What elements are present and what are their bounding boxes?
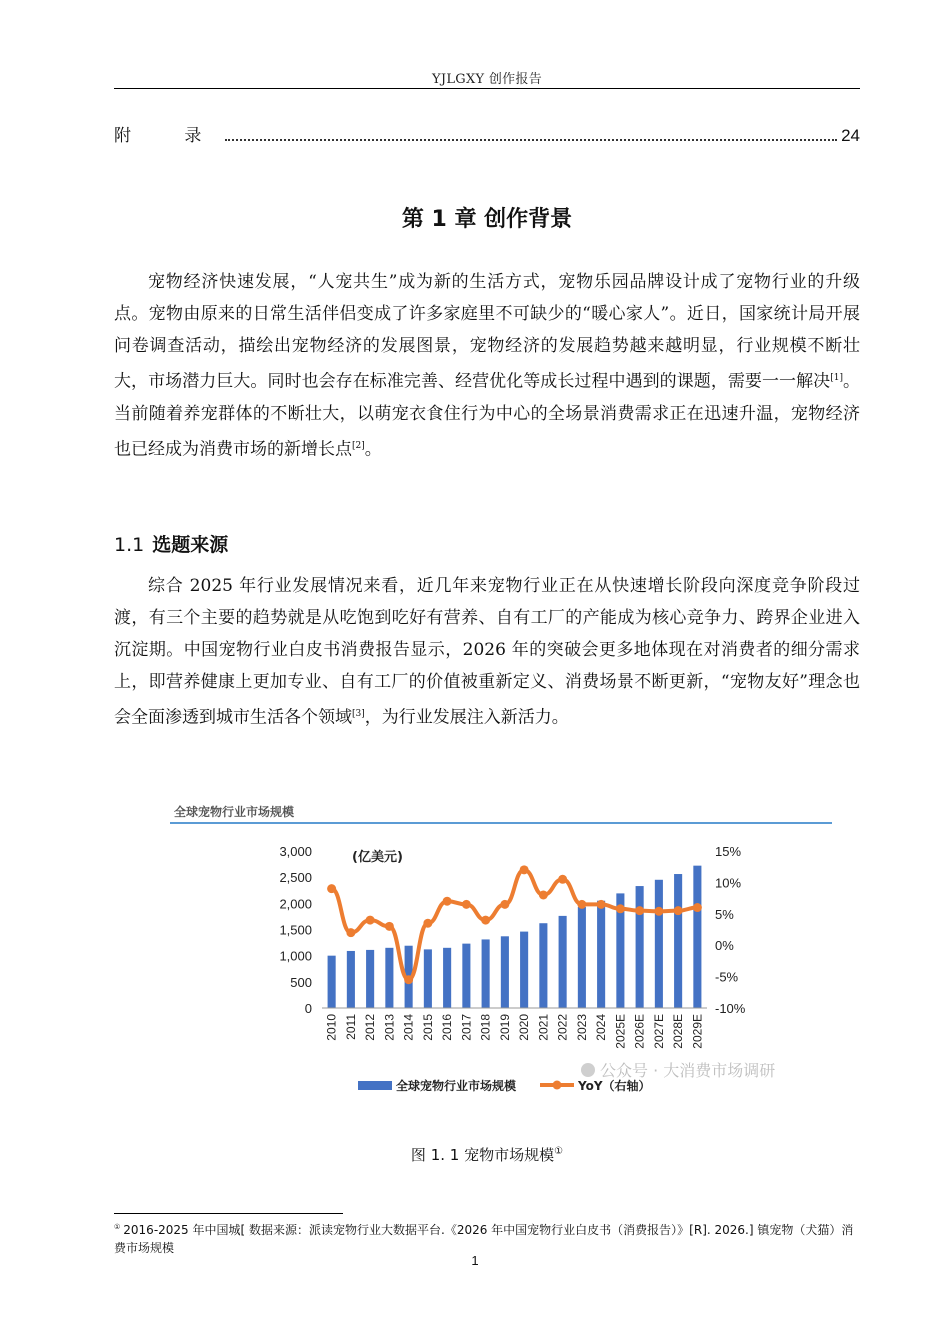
category-label-2029E: 2029E — [690, 1014, 705, 1049]
category-label-2010: 2010 — [324, 1014, 339, 1041]
category-label-2014: 2014 — [401, 1014, 416, 1041]
footnote-rule — [114, 1213, 343, 1214]
bar-2029E — [693, 866, 701, 1008]
category-label-2013: 2013 — [382, 1014, 397, 1041]
yoy-point-2020 — [520, 865, 529, 874]
left-axis-tick-label: 1,500 — [279, 922, 312, 938]
right-axis-tick-label: 15% — [715, 844, 742, 859]
bar-2028E — [674, 874, 682, 1008]
category-label-2021: 2021 — [536, 1014, 551, 1041]
watermark-text: 公众号 · 大消费市场调研 — [600, 1061, 776, 1080]
category-label-2011: 2011 — [343, 1014, 358, 1040]
bar-2027E — [655, 880, 663, 1008]
chapter-title: 第 1 章 创作背景 — [401, 207, 573, 232]
bar-2010 — [328, 956, 336, 1008]
left-axis-tick-label: 2,000 — [279, 896, 312, 912]
yoy-point-2024 — [597, 900, 606, 909]
category-label-2026E: 2026E — [632, 1014, 647, 1049]
bar-2018 — [482, 939, 490, 1008]
left-axis-tick-label: 1,000 — [279, 948, 312, 964]
unit-label: (亿美元) — [352, 850, 403, 865]
yoy-point-2019 — [500, 900, 509, 909]
left-axis-tick-label: 3,000 — [279, 844, 312, 859]
footnote — [114, 1218, 860, 1257]
section-number: 1.1 — [114, 534, 145, 556]
category-label-2028E: 2028E — [671, 1014, 686, 1049]
yoy-point-2011 — [346, 928, 355, 937]
watermark-icon — [581, 1063, 595, 1077]
bar-2022 — [559, 916, 567, 1008]
left-axis-tick-label: 2,500 — [279, 870, 312, 886]
paragraph-text: 。 — [364, 439, 382, 460]
bar-2015 — [424, 949, 432, 1008]
citation-2[interactable]: [2] — [352, 440, 365, 451]
header-rule — [114, 88, 860, 89]
page-number: 1 — [471, 1253, 479, 1268]
section-heading — [114, 530, 228, 557]
category-label-2025E: 2025E — [613, 1014, 628, 1049]
toc-leader-dots — [225, 138, 837, 141]
yoy-point-2027E — [654, 907, 663, 916]
legend-bar-label: 全球宠物行业市场规模 — [396, 1079, 517, 1093]
category-label-2015: 2015 — [420, 1014, 435, 1041]
category-label-2027E: 2027E — [651, 1014, 666, 1049]
category-label-2012: 2012 — [363, 1014, 378, 1041]
bar-2026E — [636, 886, 644, 1008]
bar-2024 — [597, 901, 605, 1008]
category-label-2018: 2018 — [478, 1014, 493, 1041]
right-axis-tick-label: 0% — [715, 938, 734, 954]
bar-2020 — [520, 932, 528, 1008]
yoy-point-2026E — [635, 906, 644, 915]
citation-1[interactable]: [1] — [830, 373, 843, 383]
category-label-2019: 2019 — [497, 1014, 512, 1041]
paragraph-text: 综合 2025 年行业发展情况来看，近几年来宠物行业正在从快速增长阶段向深度竞争阶段过渡，有三个主要的趋势就是从吃饱到吃好有营养、自有工厂的产能成为核心竞争力、跨界企业进入沉淀期。中国宠物行业白皮书消费报告显示，2026 年的突破会更多地体现在对消费者的细分需求上，即营养健康上更加专业、自有工厂的价值被重新定义、消费场景不断更新，“宠物友好”理念也会全面渗透到城市生活各个领域 — [114, 576, 860, 728]
bar-2023 — [578, 907, 586, 1008]
footnote-marker[interactable]: ① — [554, 1146, 564, 1157]
toc-entry-appendix[interactable] — [114, 121, 860, 145]
paragraph-text: 。当前随着养宠群体的不断壮大，以萌宠衣食住行为中心的全场景消费需求正在迅速升温，宠物经济也已经成为消费市场的新增长点 — [114, 371, 861, 460]
category-label-2024: 2024 — [594, 1014, 609, 1041]
bar-2017 — [462, 944, 470, 1008]
yoy-point-2013 — [385, 922, 394, 931]
paragraph-text: 宠物经济快速发展，“人宠共生”成为新的生活方式，宠物乐园品牌设计成了宠物行业的升级点。宠物由原来的日常生活伴侣变成了许多家庭里不可缺少的“暖心家人”。近日，国家统计局开展问卷调查活动，描绘出宠物经济的发展图景，宠物经济的发展趋势越来越明显，行业规模不断壮大，市场潜力巨大。同时也会存在标准完善、经营优化等成长过程中遇到的课题，需要一一解决 — [114, 272, 860, 392]
category-label-2023: 2023 — [574, 1014, 589, 1041]
bar-2016 — [443, 948, 451, 1008]
right-axis-tick-label: 5% — [715, 906, 734, 922]
bar-2013 — [385, 948, 393, 1008]
citation-3[interactable]: [3] — [352, 709, 365, 719]
caption-text: 图 1. 1 宠物市场规模 — [410, 1146, 555, 1164]
category-label-2020: 2020 — [517, 1014, 532, 1041]
yoy-point-2010 — [327, 884, 336, 893]
footnote-text: 2016-2025 年中国城[ 数据来源：派读宠物行业大数据平台.《2026 年中国宠物行业白皮书（消费报告）》[R]. 2026.] 镇宠物（犬猫）消费市场规模 — [114, 1223, 854, 1255]
running-header: YJLGXY 创作报告 — [431, 72, 543, 87]
paragraph-text: ，为行业发展注入新活力。 — [364, 707, 569, 728]
yoy-point-2023 — [577, 900, 586, 909]
yoy-point-2014 — [404, 975, 413, 984]
paragraph-topic-source — [114, 570, 860, 734]
legend-line-label: YoY（右轴） — [578, 1079, 651, 1093]
legend-bar-swatch — [358, 1081, 392, 1090]
left-axis-tick-label: 0 — [304, 1001, 312, 1016]
figure-caption — [114, 1144, 860, 1165]
yoy-point-2012 — [366, 916, 375, 925]
category-label-2017: 2017 — [459, 1014, 474, 1041]
category-label-2022: 2022 — [555, 1014, 570, 1041]
yoy-point-2021 — [539, 890, 548, 899]
chart-title: 全球宠物行业市场规模 — [174, 805, 295, 819]
yoy-point-2022 — [558, 875, 567, 884]
section-title: 选题来源 — [152, 534, 229, 556]
right-axis-tick-label: -10% — [715, 1001, 746, 1016]
right-axis-tick-label: -5% — [715, 969, 739, 985]
toc-label: 附 录 — [114, 126, 226, 146]
yoy-point-2029E — [693, 903, 702, 912]
footnote-mark: ① — [114, 1223, 121, 1231]
yoy-point-2018 — [481, 916, 490, 925]
market-size-chart — [170, 798, 835, 1102]
toc-page-number: 24 — [841, 126, 860, 145]
left-axis-tick-label: 500 — [290, 974, 312, 990]
yoy-point-2016 — [443, 897, 452, 906]
bar-2012 — [366, 950, 374, 1008]
yoy-point-2025E — [616, 904, 625, 913]
yoy-point-2017 — [462, 900, 471, 909]
yoy-point-2028E — [674, 906, 683, 915]
yoy-point-2015 — [423, 919, 432, 928]
bar-2021 — [539, 923, 547, 1008]
right-axis-tick-label: 10% — [715, 875, 742, 891]
category-label-2016: 2016 — [440, 1014, 455, 1041]
bar-2019 — [501, 936, 509, 1008]
paragraph-background — [114, 266, 860, 465]
legend-line-marker — [553, 1081, 562, 1090]
bar-2011 — [347, 951, 355, 1008]
